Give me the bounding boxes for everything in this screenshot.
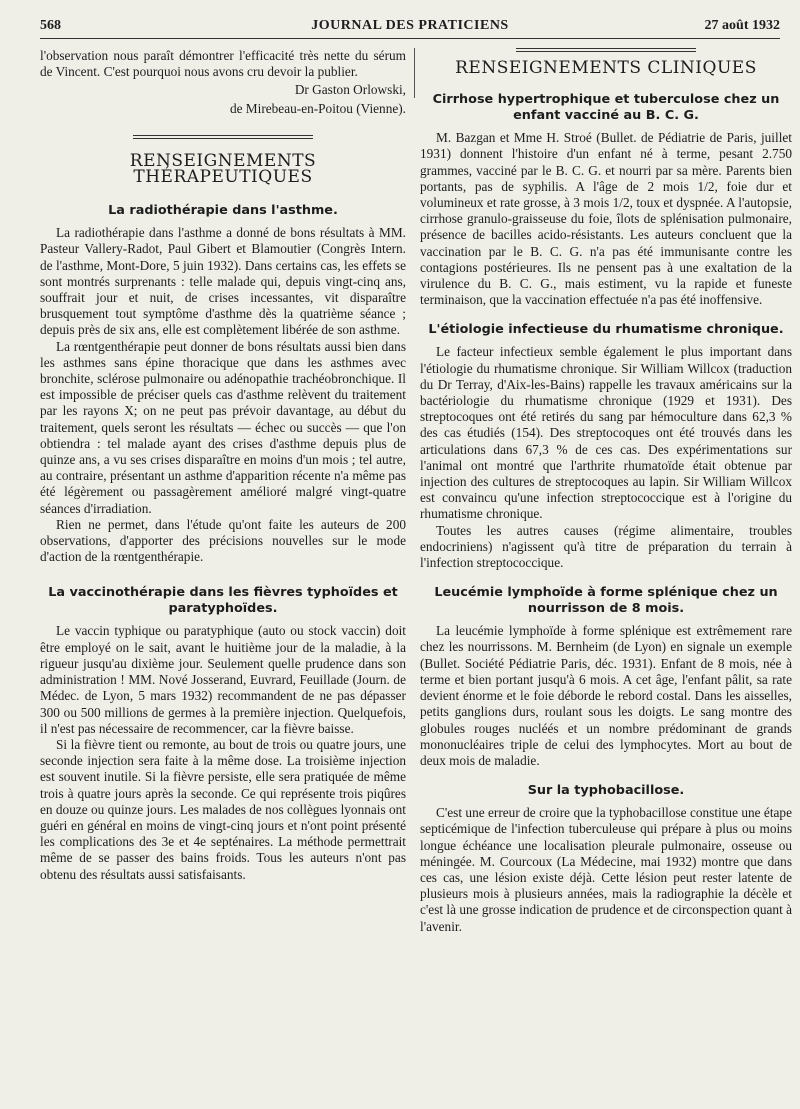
article-paragraph: Le facteur infectieux semble également le plus important dans l'étiologie du rhumatisme chronique. Sir William Willcox (traduction du Dr Terray, d'Aix-les-Bains) rappelle les travaux américains sur la bactériologie du rhumatisme chronique (1929 et 1931). Des streptocoques ont été retirés du sang par hémoculture dans 62,3 % des cas étudiés (154). Des streptocoques ont été trouvés dans les articulations dans 67,3 % de ces cas. Des expérimentations sur l'animal ont montré que l'arthrite rhumatoïde était obtenue par injection des cultures de streptocoques au lapin. Sir William Willcox est convaincu qu'une infection streptococcique est à l'origine du rhumatisme chronique. <box>420 344 792 522</box>
section-title-cliniques: RENSEIGNEMENTS CLINIQUES <box>455 58 757 78</box>
article-title-vaccinotherapie: La vaccinothérapie dans les fièvres typhoïdes et paratyphoïdes. <box>48 585 398 617</box>
article-title-rhumatisme: L'étiologie infectieuse du rhumatisme chronique. <box>428 322 784 338</box>
journal-title: JOURNAL DES PRATICIENS <box>311 18 509 33</box>
article-title-radiotherapie: La radiothérapie dans l'asthme. <box>108 203 338 219</box>
article-paragraph: La leucémie lymphoïde à forme splénique est extrêmement rare chez les nourrissons. M. Bernheim (de Lyon) en signale un exemple (Bullet. Société Pédiatrie Paris, déc. 1931). Enfant de 8 mois, née à terme et bien portant jusqu'à 6 mois. A cet âge, l'enfant pâlit, sa rate devient énorme et le foie déborde le rebord costal. Dans les aisselles, petits ganglions durs, roulant sous les doigts. Le sang montre des globules rouges nucléés et un nombre prédominant de grands mononucléaires triple de celui des lymphocytes. Mort au bout de deux mois de maladie. <box>420 623 792 768</box>
issue-date: 27 août 1932 <box>704 18 780 33</box>
running-header <box>40 16 780 39</box>
article-title-cirrhose: Cirrhose hypertrophique et tuberculose chez un enfant vacciné au B. C. G. <box>432 92 780 124</box>
section-separator <box>516 48 696 52</box>
article-paragraph: Le vaccin typhique ou paratyphique (auto ou stock vaccin) doit être employé on le sait, avant le huitième jour de la maladie, à la rigueur jusqu'au dixième jour. Seulement quelle prudence dans son administration ! MM. Nové Josserand, Euvrard, Feuillade (Journ. de Médec. de Lyon, 5 mars 1932) recommandent de ne pas dépasser 300 ou 500 millions de germes à la première injection. Quelquefois, il n'est pas nécessaire de recommencer, car la fièvre baisse. <box>40 623 406 736</box>
page-number: 568 <box>40 18 61 33</box>
article-paragraph: La rœntgenthérapie peut donner de bons résultats aussi bien dans les asthmes sans épine thoracique que dans les asthmes avec bronchite, sclérose pulmonaire ou adénopathie trachéobronchique. Il est impossible de préciser quels cas d'asthme relèvent du traitement par les rayons X; on ne peut pas prévoir davantage, au début du traitement, quels seront les résultats — échec ou succès — que l'on obtiendra : tel malade ayant des crises d'asthme depuis plus de quinze ans, a vu ses crises disparaître en moins d'un mois ; tel autre, au contraire, présentant un asthme d'apparition récente n'a même pas été légèrement ou passagèrement amélioré malgré vingt-quatre séances d'irradiation. <box>40 338 406 516</box>
section-separator <box>133 135 313 139</box>
column-divider <box>414 48 415 98</box>
section-title-therapeutiques: RENSEIGNEMENTS THÉRAPEUTIQUES <box>129 150 317 188</box>
left-column <box>40 48 406 1101</box>
article-paragraph: M. Bazgan et Mme H. Stroé (Bullet. de Pédiatrie de Paris, juillet 1931) donnent l'histoire d'un enfant né à terme, pesant 2.750 grammes, vacciné par le B. C. G. et nourri par sa mère. Parents bien portants, pas de syphilis. A l'âge de 2 mois 1/2, foie dur et volumineux et rate grosse, à 3 mois 1/2, toux et dyspnée. A l'autopsie, cirrhose granulo-graisseuse du foie, îlots de splénisation pulmonaire, présence de bacilles acido-résistants. Les auteurs concluent que la vaccination par le B. C. G. n'a pas été immunisante contre les contagions postérieures. Ils ne pensent pas à une exaltation de la virulence du B. C. G., mais estiment, vu la rapide et funeste terminaison, que la vaccination effectuée n'a pas été inoffensive. <box>420 130 792 308</box>
article-paragraph: La radiothérapie dans l'asthme a donné de bons résultats à MM. Pasteur Vallery-Radot, Paul Gibert et Blamoutier (Congrès Intern. de l'asthme, Mont-Dore, 5 juin 1932). Dans certains cas, les effets se sont montrés surprenants : telle malade qui, depuis vingt-cinq ans, souffrait jour et nuit, de crises incessantes, vit disparaître brusquement tout symptôme d'asthme dès la quatrième séance ; depuis près de six ans, elle est complètement libérée de son asthme. <box>40 225 406 338</box>
article-paragraph: Toutes les autres causes (régime alimentaire, troubles endocriniens) n'agissent qu'à titre de préparation du terrain à l'infection streptococcique. <box>420 522 792 571</box>
article-title-typhobacillose: Sur la typhobacillose. <box>527 783 685 799</box>
article-title-leucemie: Leucémie lymphoïde à forme splénique chez un nourrisson de 8 mois. <box>434 585 778 617</box>
author-signature: Dr Gaston Orlowski, <box>294 82 406 98</box>
right-column <box>420 48 792 1101</box>
author-location: de Mirebeau-en-Poitou (Vienne). <box>229 100 406 116</box>
article-paragraph: Si la fièvre tient ou remonte, au bout de trois ou quatre jours, une seconde injection sera faite à la même dose. La troisième injection est souvent inutile. Si la fièvre persiste, elle sera pratiquée de même trois à quatre jours après la seconde. Ce qui représente trois piqûres en douze ou quinze jours. Les malades de nos collègues lyonnais ont guéri en général en moins de vingt-cinq jours et n'ont point présenté les complications des 3e et 4e septénaires. La méthode permettrait même de se passer des bains froids. Tous les auteurs n'ont pas obtenu des résultats aussi satisfaisants. <box>40 736 406 882</box>
article-paragraph: Rien ne permet, dans l'étude qu'ont faite les auteurs de 200 observations, d'apporter des précisions nouvelles sur le mode d'action de la rœntgenthérapie. <box>40 516 406 565</box>
intro-paragraph: l'observation nous paraît démontrer l'efficacité très nette du sérum de Vincent. C'est pourquoi nous avons cru devoir la publier. <box>40 48 406 80</box>
article-paragraph: C'est une erreur de croire que la typhobacillose constitue une étape septicémique de l'infection tuberculeuse qui prépare à plus ou moins longue échéance une localisation pleurale pulmonaire, osseuse ou méningée. M. Courcoux (La Médecine, mai 1932) montre que dans ces cas, une lésion existe déjà. Cette lésion peut rester latente de plusieurs mois à plusieurs années, mais la radiographie la décèle et c'est là une grosse indication de prudence et de circonspection quant à l'avenir. <box>420 805 792 934</box>
